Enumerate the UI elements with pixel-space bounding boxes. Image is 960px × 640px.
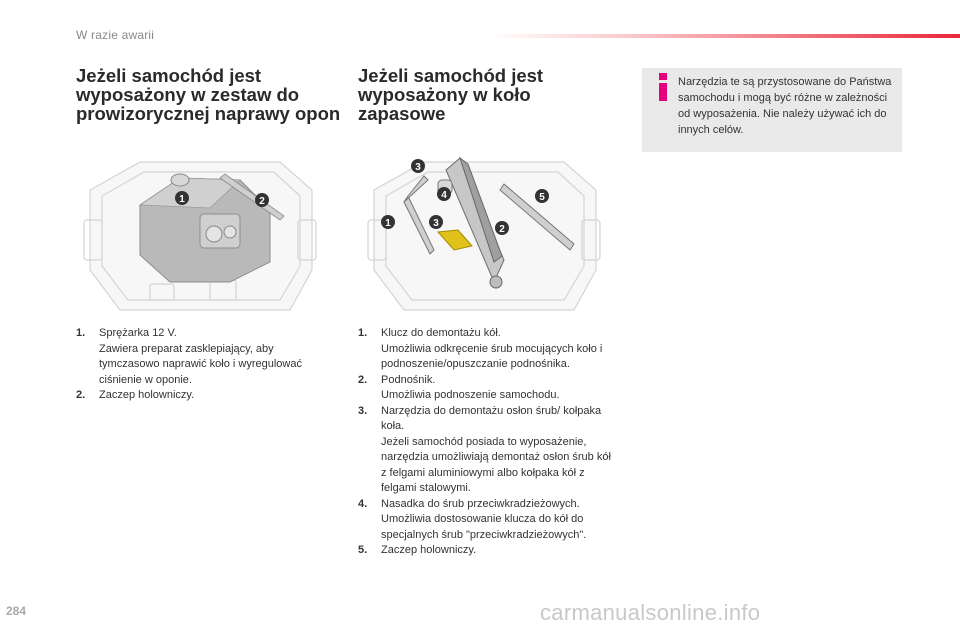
item-title: Klucz do demontażu kół. [381, 327, 501, 339]
callout-3-top [411, 159, 425, 173]
list-item [358, 543, 618, 559]
item-title: Sprężarka 12 V. [99, 327, 177, 339]
right-item-list [358, 326, 618, 559]
item-number: 2. [76, 389, 86, 401]
info-icon [654, 72, 672, 102]
watermark[interactable]: carmanualsonline.info [540, 600, 761, 625]
svg-text:4: 4 [441, 190, 447, 201]
svg-text:5: 5 [539, 192, 545, 203]
svg-text:2: 2 [259, 196, 265, 207]
svg-text:1: 1 [385, 218, 391, 229]
item-number: 1. [76, 327, 86, 339]
item-description: Umożliwia odkręcenie śrub mocujących koło i podnoszenie/opuszczanie podnośnika. [381, 342, 603, 370]
item-number: 4. [358, 497, 368, 510]
list-item [358, 326, 618, 373]
item-title: Narzędzia do demontażu osłon śrub/ kołpaka koła. [381, 404, 602, 432]
item-description: Umożliwia podnoszenie samochodu. [381, 389, 560, 401]
item-number: 3. [358, 404, 368, 417]
callout-3-bottom [429, 215, 443, 229]
item-title: Zaczep holowniczy. [381, 544, 477, 556]
info-box [642, 68, 902, 152]
item-description: Jeżeli samochód posiada to wyposażenie, narzędzia umożliwiają demontaż osłon śrub kół z felgami aluminiowymi albo kołpaka kół z felgami stalowymi. [381, 435, 611, 494]
item-title: Podnośnik. [381, 373, 436, 386]
item-title: Zaczep holowniczy. [99, 389, 195, 401]
callout-5 [535, 189, 549, 203]
spare-wheel-tools-illustration [364, 150, 604, 318]
callout-2 [495, 221, 509, 235]
right-heading: Jeżeli samochód jest wyposażony w koło zapasowe [358, 65, 544, 124]
item-number: 1. [358, 327, 368, 339]
svg-text:2: 2 [499, 224, 505, 235]
item-number: 5. [358, 544, 368, 556]
svg-text:3: 3 [433, 218, 439, 229]
left-heading: Jeżeli samochód jest wyposażony w zestaw do prowizorycznej naprawy opon [76, 65, 341, 124]
left-item-list [76, 326, 336, 404]
svg-text:3: 3 [415, 162, 421, 173]
list-item [358, 497, 618, 544]
info-text: Narzędzia te są przystosowane do Państwa samochodu i mogą być różne w zależności od wyposażenia. Nie należy używać ich do innych celów. [678, 76, 892, 136]
repair-kit-illustration [80, 150, 320, 318]
list-item [76, 388, 336, 404]
item-title: Nasadka do śrub przeciwkradzieżowych. [381, 497, 580, 510]
item-description: Umożliwia dostosowanie klucza do kół do specjalnych śrub "przeciwkradzieżowych". [381, 513, 587, 541]
list-item [76, 326, 336, 388]
callout-1 [381, 215, 395, 229]
list-item [358, 404, 618, 497]
item-description: Zawiera preparat zasklepiający, aby tymczasowo naprawić koło i wyregulować ciśnienie w oponie. [99, 342, 302, 386]
list-item [358, 373, 618, 404]
item-number: 2. [358, 373, 368, 386]
svg-text:1: 1 [179, 194, 185, 205]
section-title: W razie awarii [76, 28, 155, 42]
callout-1 [175, 191, 189, 205]
callout-2 [255, 193, 269, 207]
page-number: 284 [6, 604, 27, 618]
header-accent-line [488, 34, 960, 38]
callout-4 [437, 187, 451, 201]
